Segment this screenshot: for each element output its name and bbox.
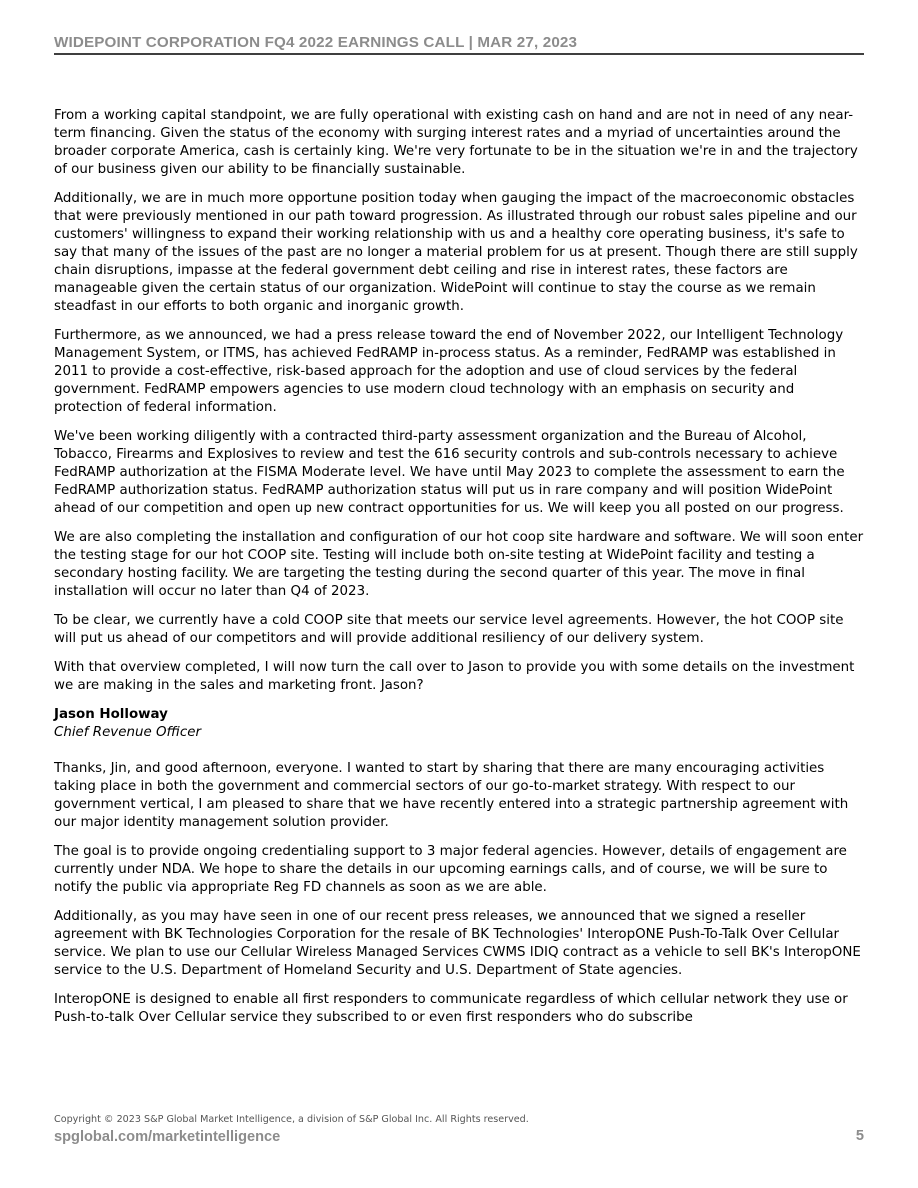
paragraph: We are also completing the installation and configuration of our hot coop site hardware and software. We will soon enter the testing stage for our hot COOP site. Testing will include both on-site testing at WidePoint facility and testing a secondary hosting facility. We are targeting the testing during the second quarter of this year. The move in final installation will occur no later than Q4 of 2023.: [54, 530, 864, 599]
paragraph: Additionally, as you may have seen in one of our recent press releases, we announced that we signed a reseller agreement with BK Technologies Corporation for the resale of BK Technologies' InteropONE Push-To-Talk Over Cellular service. We plan to use our Cellular Wireless Managed Services CWMS IDIQ contract as a vehicle to sell BK's InteropONE service to the U.S. Department of Homeland Security and U.S. Department of State agencies.: [54, 909, 861, 978]
paragraph: The goal is to provide ongoing credentialing support to 3 major federal agencies. However, details of engagement are currently under NDA. We hope to share the details in our upcoming earnings calls, and of course, we will be sure to notify the public via appropriate Reg FD channels as soon as we are able.: [54, 844, 847, 895]
page-header-title: WIDEPOINT CORPORATION FQ4 2022 EARNINGS CALL | MAR 27, 2023: [54, 34, 578, 51]
paragraph: Thanks, Jin, and good afternoon, everyone. I wanted to start by sharing that there are many encouraging activities taking place in both the government and commercial sectors of our go-to-market strategy. With respect to our government vertical, I am pleased to share that we have recently entered into a strategic partnership agreement with our major identity management solution provider.: [54, 761, 849, 830]
footer-copyright: Copyright © 2023 S&P Global Market Intelligence, a division of S&P Global Inc. All Rights reserved.: [54, 1114, 529, 1125]
transcript-body: [54, 107, 866, 1038]
paragraph: With that overview completed, I will now turn the call over to Jason to provide you with some details on the investment we are making in the sales and marketing front. Jason?: [54, 660, 855, 693]
paragraph: InteropONE is designed to enable all first responders to communicate regardless of which cellular network they use or Push-to-talk Over Cellular service they subscribed to or even first responders who do subscribe: [54, 992, 848, 1025]
page-number: 5: [855, 1128, 864, 1144]
paragraph: To be clear, we currently have a cold COOP site that meets our service level agreements. However, the hot COOP site will put us ahead of our competitors and will provide additional resiliency of our delivery system.: [54, 613, 844, 646]
speaker-name: Jason Holloway: [54, 707, 168, 722]
footer-url-link[interactable]: spglobal.com/marketintelligence: [54, 1129, 281, 1145]
speaker-block: [54, 706, 866, 742]
paragraph: From a working capital standpoint, we are fully operational with existing cash on hand and are not in need of any near-term financing. Given the status of the economy with surging interest rates and a myriad of uncertainties around the broader corporate America, cash is certainly king. We're very fortunate to be in the situation we're in and the trajectory of our business given our ability to be financially sustainable.: [54, 108, 858, 177]
speaker-title: Chief Revenue Officer: [54, 725, 201, 740]
header-divider: [54, 53, 864, 55]
paragraph: We've been working diligently with a contracted third-party assessment organization and the Bureau of Alcohol, Tobacco, Firearms and Explosives to review and test the 616 security controls and sub-controls necessary to achieve FedRAMP authorization at the FISMA Moderate level. We have until May 2023 to complete the assessment to earn the FedRAMP authorization status. FedRAMP authorization status will put us in rare company and will position WidePoint ahead of our competition and open up new contract opportunities for us. We will keep you all posted on our progress.: [54, 429, 845, 516]
paragraph: Additionally, we are in much more opportune position today when gauging the impact of the macroeconomic obstacles that were previously mentioned in our path toward progression. As illustrated through our robust sales pipeline and our customers' willingness to expand their working relationship with us and a healthy core operating business, it's safe to say that many of the issues of the past are no longer a material problem for us at present. Though there are still supply chain disruptions, impasse at the federal government debt ceiling and rise in interest rates, these factors are manageable given the certain status of our organization. WidePoint will continue to stay the course as we remain steadfast in our efforts to both organic and inorganic growth.: [54, 191, 858, 314]
paragraph: Furthermore, as we announced, we had a press release toward the end of November 2022, our Intelligent Technology Management System, or ITMS, has achieved FedRAMP in-process status. As a reminder, FedRAMP was established in 2011 to provide a cost-effective, risk-based approach for the adoption and use of cloud services by the federal government. FedRAMP empowers agencies to use modern cloud technology with an emphasis on security and protection of federal information.: [54, 328, 844, 415]
